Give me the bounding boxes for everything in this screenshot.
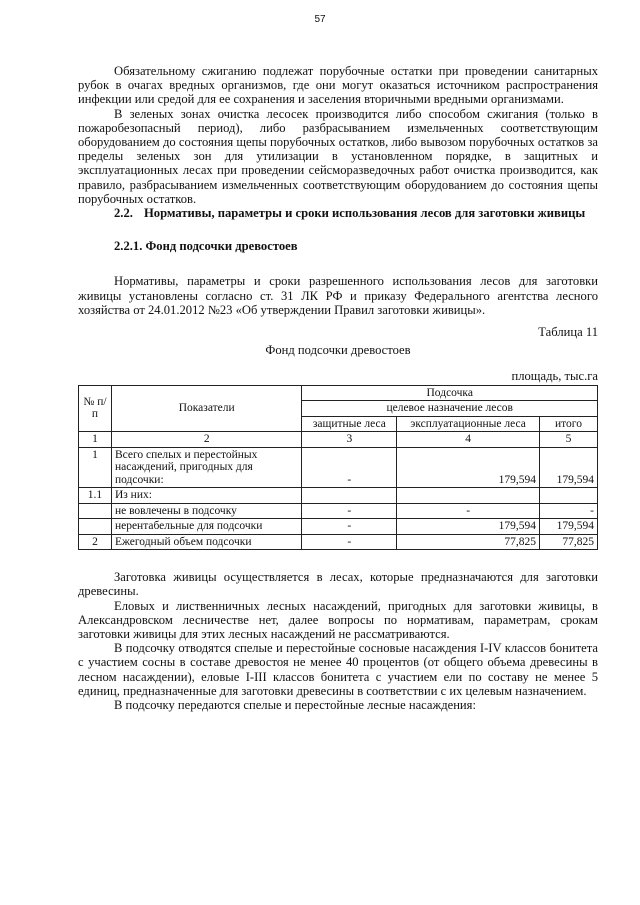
row-name: Ежегодный объем подсочки xyxy=(111,534,302,550)
table-row xyxy=(79,534,598,550)
row-name: не вовлечены в подсочку xyxy=(111,503,302,519)
row-exploitation: 179,594 xyxy=(397,447,540,488)
paragraph: Заготовка живицы осуществляется в лесах, которые предназначаются для заготовки древесины. xyxy=(78,570,598,599)
section-number: 2.2. xyxy=(114,206,133,221)
column-number: 5 xyxy=(540,432,598,448)
table-row xyxy=(79,503,598,519)
row-total: - xyxy=(540,503,598,519)
row-total xyxy=(540,488,598,504)
header-protective: защитные леса xyxy=(302,416,397,432)
paragraph: Обязательному сжиганию подлежат порубочные остатки при проведении санитарных рубок в очагах вредных организмов, где они могут оказаться источником распространения инфекции или средой для ее сохранения и заселения вторичными вредными организмами. xyxy=(78,64,598,107)
header-total: итого xyxy=(540,416,598,432)
row-num xyxy=(79,519,112,535)
paragraph: В зеленых зонах очистка лесосек производится либо способом сжигания (только в пожаробезопасный период), либо разбрасыванием измельченных соответствующим оборудованием до состояния щепы порубочных остатков, либо вывозом порубочных остатков за пределы зеленых зон для утилизации в установленном порядке, в защитных и эксплуатационных лесах при проведении сейсморазведочных работ очистка производится, как правило, разбрасыванием измельченных соответствующим оборудованием до состояния щепы порубочных остатков. xyxy=(78,106,598,206)
row-name: Из них: xyxy=(111,488,302,504)
row-protective: - xyxy=(302,519,397,535)
paragraph: В подсочку передаются спелые и перестойные лесные насаждения: xyxy=(114,697,476,712)
row-num: 1 xyxy=(79,447,112,488)
row-exploitation xyxy=(397,488,540,504)
row-protective: - xyxy=(302,534,397,550)
table-row xyxy=(79,488,598,504)
header-group: Подсочка xyxy=(302,385,598,401)
row-protective: - xyxy=(302,503,397,519)
header-exploitation: эксплуатационные леса xyxy=(397,416,540,432)
row-num: 2 xyxy=(79,534,112,550)
paragraph: В подсочку отводятся спелые и перестойные сосновые насаждения I-IV классов бонитета с участием сосны в составе древостоя не менее 40 процентов (от общего объема древесины в лесном насаждении), еловые I-III классов бонитета с участием ели по составу не менее 5 единиц, предназначенные для заготовки древесины в соответствии с их целевым назначением. xyxy=(78,641,598,698)
table-label: Таблица 11 xyxy=(538,325,598,340)
table-row xyxy=(79,447,598,488)
table-row xyxy=(79,519,598,535)
row-protective xyxy=(302,488,397,504)
column-number: 4 xyxy=(397,432,540,448)
row-num xyxy=(79,503,112,519)
column-number: 3 xyxy=(302,432,397,448)
header-num: № п/п xyxy=(79,385,112,432)
row-total: 179,594 xyxy=(540,447,598,488)
row-name: Всего спелых и перестойных насаждений, пригодных для подсочки: xyxy=(111,447,302,488)
paragraph: Еловых и лиственничных лесных насаждений, пригодных для заготовки живицы, в Александровском лесничестве нет, далее вопросы по нормативам, параметрам, срокам заготовки живицы для этих лесных насаждений не рассматриваются. xyxy=(78,598,598,641)
table-unit: площадь, тыс.га xyxy=(511,369,598,384)
table-header-row xyxy=(79,385,598,401)
section-title: Нормативы, параметры и сроки использования лесов для заготовки живицы xyxy=(144,206,586,221)
row-protective: - xyxy=(302,447,397,488)
row-total: 179,594 xyxy=(540,519,598,535)
document-body xyxy=(78,64,598,712)
subsection-heading: 2.2.1. Фонд подсочки древостоев xyxy=(114,239,298,254)
column-number: 2 xyxy=(111,432,302,448)
row-name: нерентабельные для подсочки xyxy=(111,519,302,535)
page-number: 57 xyxy=(314,14,326,25)
table-title: Фонд подсочки древостоев xyxy=(265,343,411,358)
paragraph: Нормативы, параметры и сроки разрешенного использования лесов для заготовки живицы установлены согласно ст. 31 ЛК РФ и приказу Федерального агентства лесного хозяйства от 24.01.2012 №23 «Об утверждении Правил заготовки живицы». xyxy=(78,274,598,317)
column-number: 1 xyxy=(79,432,112,448)
header-subgroup: целевое назначение лесов xyxy=(302,401,598,417)
table-column-numbers xyxy=(79,432,598,448)
fund-table xyxy=(78,385,598,551)
row-exploitation: 77,825 xyxy=(397,534,540,550)
section-heading xyxy=(78,206,598,220)
row-exploitation: 179,594 xyxy=(397,519,540,535)
header-indicator: Показатели xyxy=(111,385,302,432)
row-num: 1.1 xyxy=(79,488,112,504)
row-exploitation: - xyxy=(397,503,540,519)
row-total: 77,825 xyxy=(540,534,598,550)
